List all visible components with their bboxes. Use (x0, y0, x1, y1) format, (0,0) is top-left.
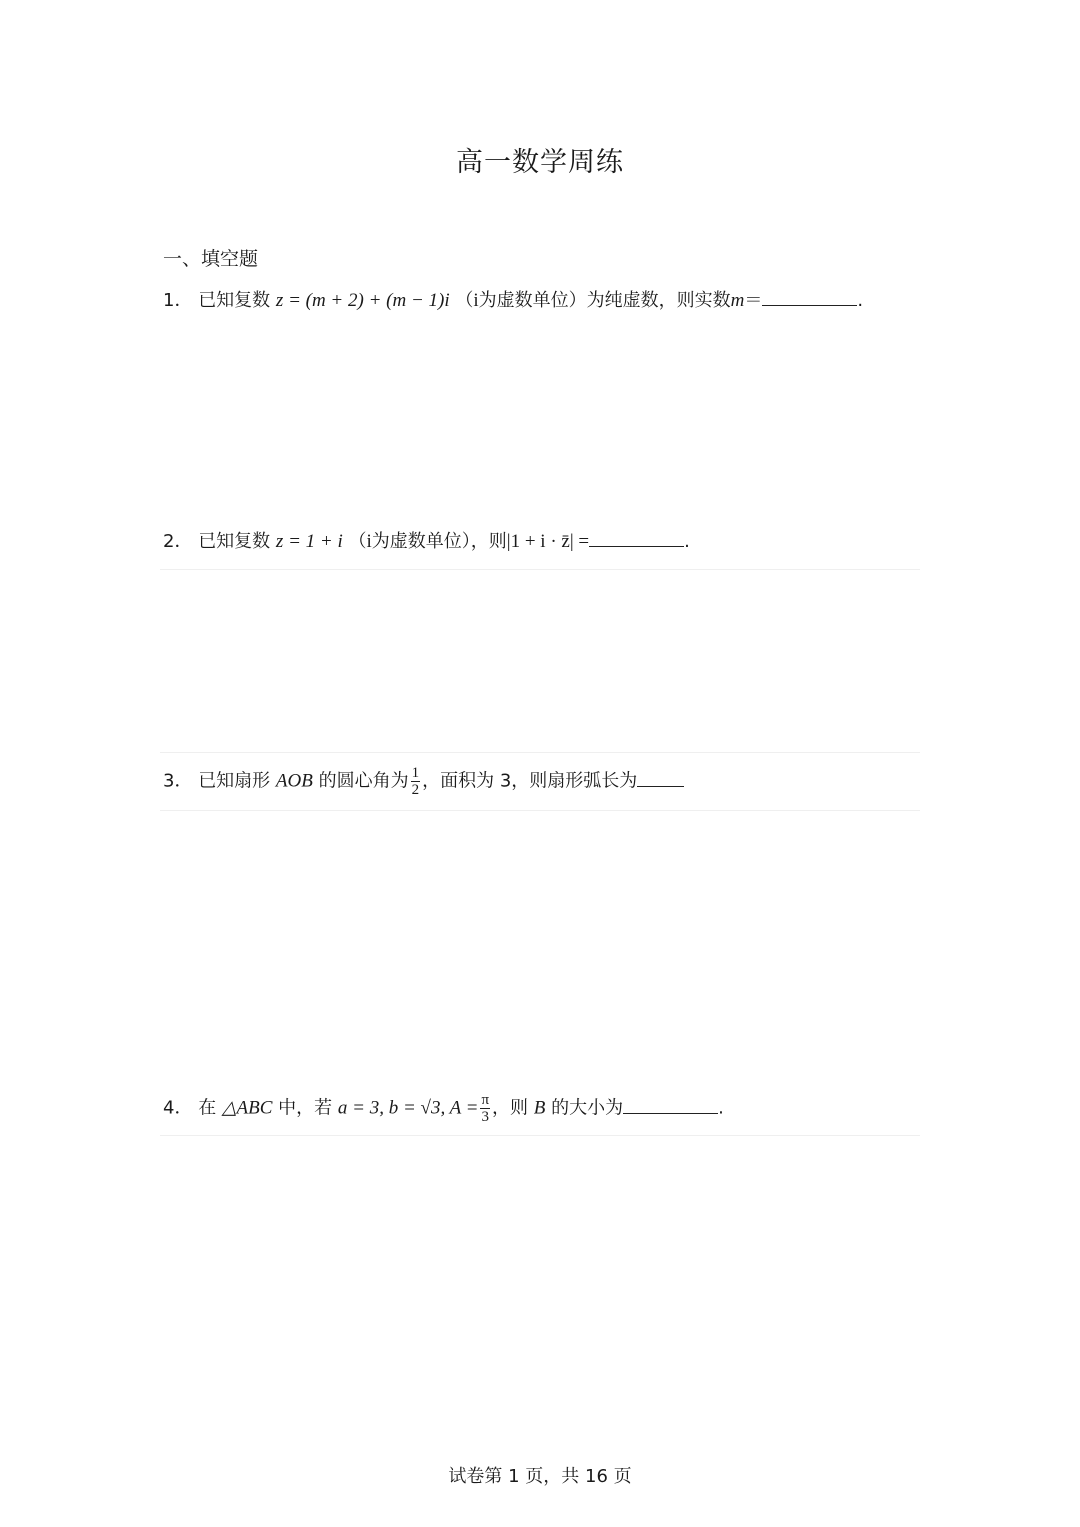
question-number: 2． (163, 531, 193, 552)
question-text: 已知复数 (198, 290, 271, 311)
question-text: （ (455, 290, 474, 311)
question-text: . (857, 290, 864, 311)
question-text: 在 (198, 1097, 217, 1119)
question-text: ，则 (492, 1097, 529, 1119)
fraction (480, 1092, 490, 1125)
question-text: 中，若 (278, 1097, 333, 1119)
question-text: ，面积为 3，则扇形弧长为 (422, 770, 638, 792)
question-text: 已知扇形 (198, 770, 271, 792)
question-number: 1． (163, 290, 193, 311)
math-expression: z = (m + 2) + (m − 1)i (275, 290, 450, 311)
math-expression: a = 3, b = √3, A = (337, 1097, 479, 1119)
fraction (411, 765, 421, 798)
question-number: 3． (163, 770, 193, 792)
divider (160, 752, 920, 753)
question-text: ＝ (744, 290, 763, 311)
answer-blank[interactable] (762, 291, 857, 306)
fraction-denominator: 2 (411, 782, 420, 798)
section-heading: 一、填空题 (163, 248, 259, 270)
question-3 (163, 765, 684, 798)
divider (160, 1135, 920, 1136)
question-1 (163, 285, 863, 317)
question-text: 为虚数单位），则 (371, 531, 507, 552)
math-expression: i (473, 290, 479, 311)
question-text: . (718, 1097, 724, 1119)
fraction-numerator: π (481, 1092, 490, 1108)
math-expression: i (366, 531, 372, 552)
question-4 (163, 1092, 724, 1125)
question-text: 的大小为 (551, 1097, 624, 1119)
answer-blank[interactable] (589, 532, 684, 547)
question-text: 为虚数单位）为纯虚数，则实数 (478, 290, 731, 311)
question-text: 已知复数 (198, 531, 271, 552)
page-footer: 试卷第 1 页，共 16 页 (448, 1466, 632, 1487)
page-title: 高一数学周练 (456, 147, 624, 178)
question-number: 4． (163, 1097, 193, 1119)
question-2 (163, 526, 690, 558)
math-expression: B (533, 1097, 546, 1119)
question-text: （ (348, 531, 367, 552)
fraction-denominator: 3 (481, 1109, 489, 1125)
question-text: 的圆心角为 (318, 770, 409, 792)
question-text: . (684, 531, 690, 552)
math-expression: AOB (275, 770, 313, 792)
divider (160, 569, 920, 570)
math-expression: △ABC (221, 1097, 273, 1119)
divider (160, 810, 920, 811)
fraction-numerator: 1 (411, 765, 420, 781)
math-expression: |1 + i · z̄| = (506, 531, 590, 552)
answer-blank[interactable] (637, 772, 684, 787)
answer-blank[interactable] (623, 1099, 718, 1114)
math-expression: z = 1 + i (275, 531, 343, 552)
math-expression: m (730, 290, 745, 311)
